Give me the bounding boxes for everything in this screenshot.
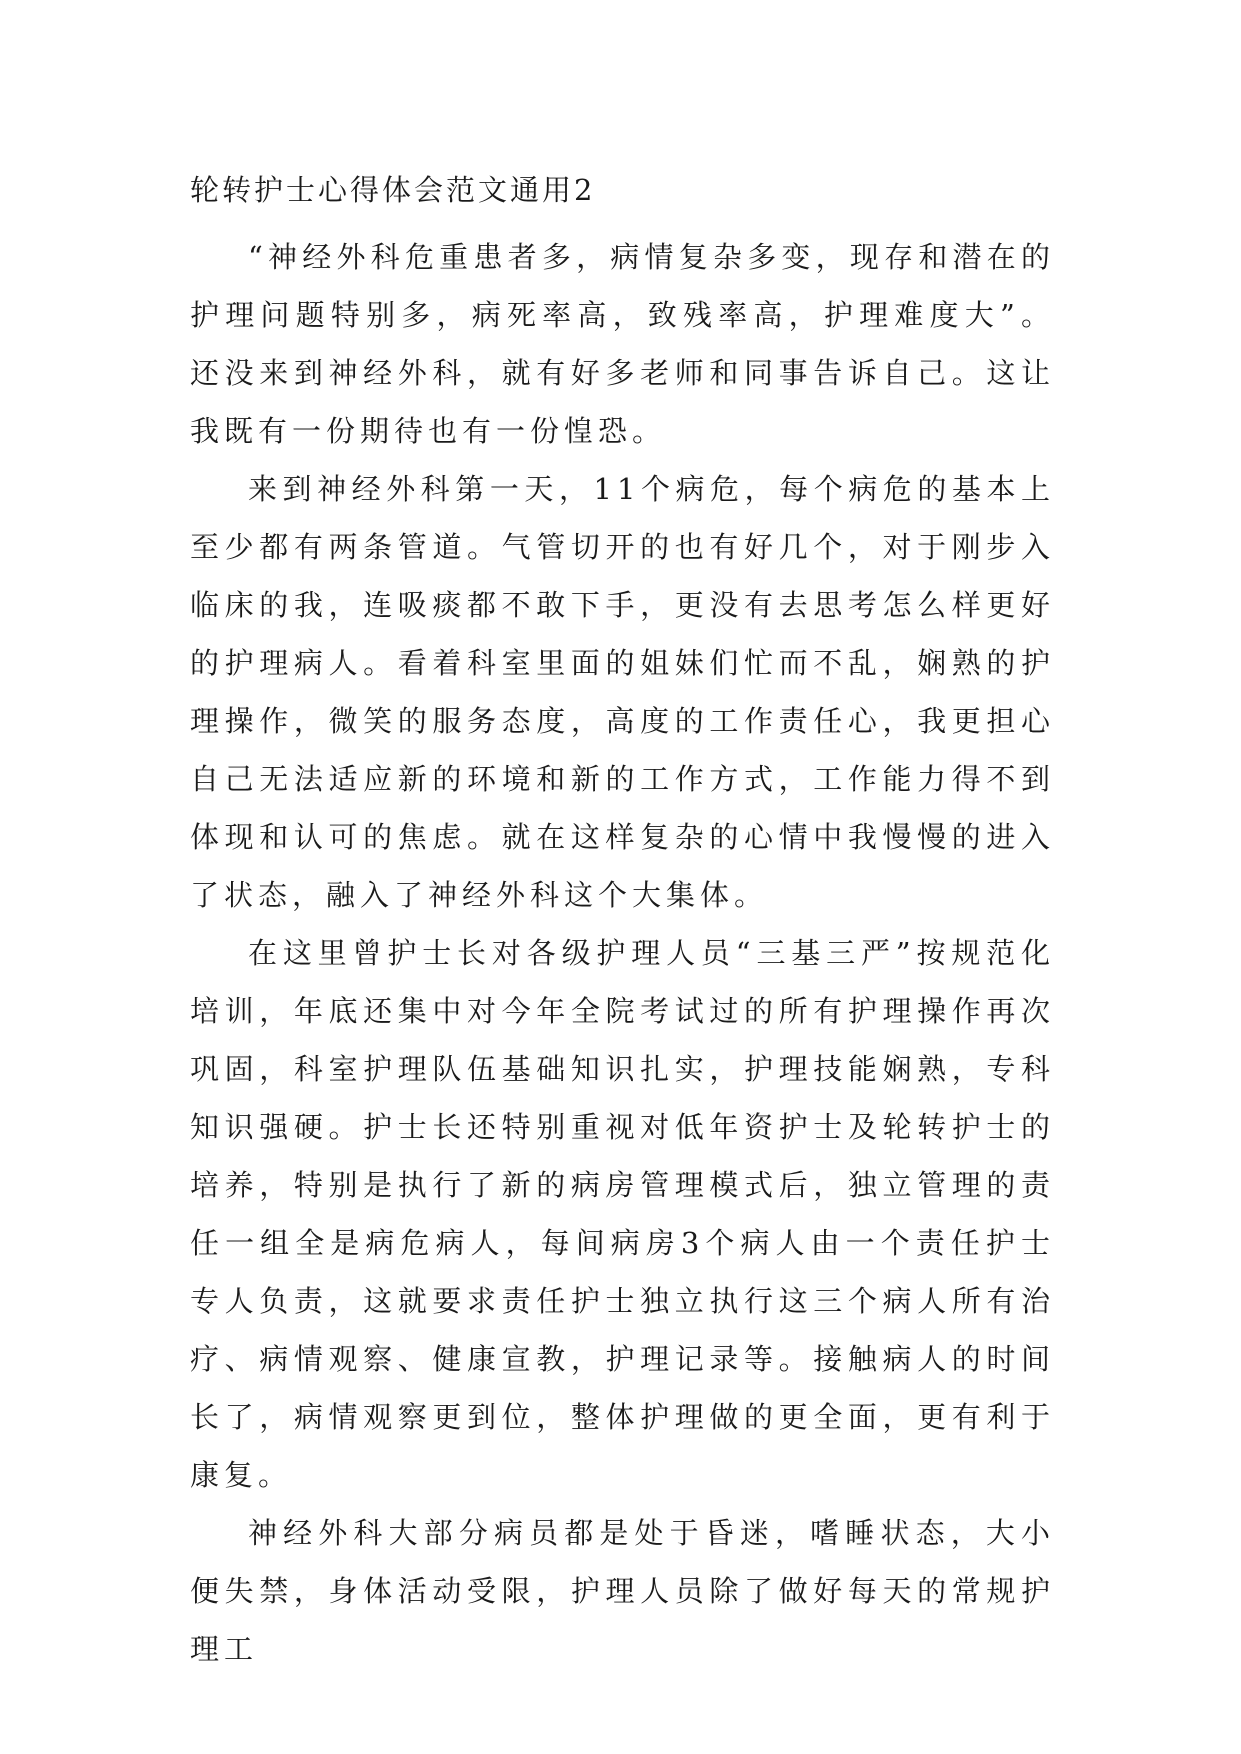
paragraph-3: 在这里曾护士长对各级护理人员“三基三严”按规范化培训，年底还集中对今年全院考试过的所有护理操作再次巩固，科室护理队伍基础知识扎实，护理技能娴熟，专科知识强硬。护士长还特别重视对低年资护士及轮转护士的培养，特别是执行了新的病房管理模式后，独立管理的责任一组全是病危病人，每间病房3个病人由一个责任护士专人负责，这就要求责任护士独立执行这三个病人所有治疗、病情观察、健康宣教，护理记录等。接触病人的时间长了，病情观察更到位，整体护理做的更全面，更有利于康复。 (190, 936, 1055, 1492)
document-title: 轮转护士心得体会范文通用2 (190, 173, 596, 207)
paragraph-4: 神经外科大部分病员都是处于昏迷，嗜睡状态，大小便失禁，身体活动受限，护理人员除了做好每天的常规护理工 (190, 1516, 1055, 1666)
paragraph-2: 来到神经外科第一天，11个病危，每个病危的基本上至少都有两条管道。气管切开的也有好几个，对于刚步入临床的我，连吸痰都不敢下手，更没有去思考怎么样更好的护理病人。看着科室里面的姐妹们忙而不乱，娴熟的护理操作，微笑的服务态度，高度的工作责任心，我更担心自己无法适应新的环境和新的工作方式，工作能力得不到体现和认可的焦虑。就在这样复杂的心情中我慢慢的进入了状态，融入了神经外科这个大集体。 (190, 472, 1055, 912)
paragraph-1: “神经外科危重患者多，病情复杂多变，现存和潜在的护理问题特别多，病死率高，致残率高，护理难度大”。还没来到神经外科，就有好多老师和同事告诉自己。这让我既有一份期待也有一份惶恐。 (190, 240, 1055, 448)
document-body (190, 160, 1055, 1678)
